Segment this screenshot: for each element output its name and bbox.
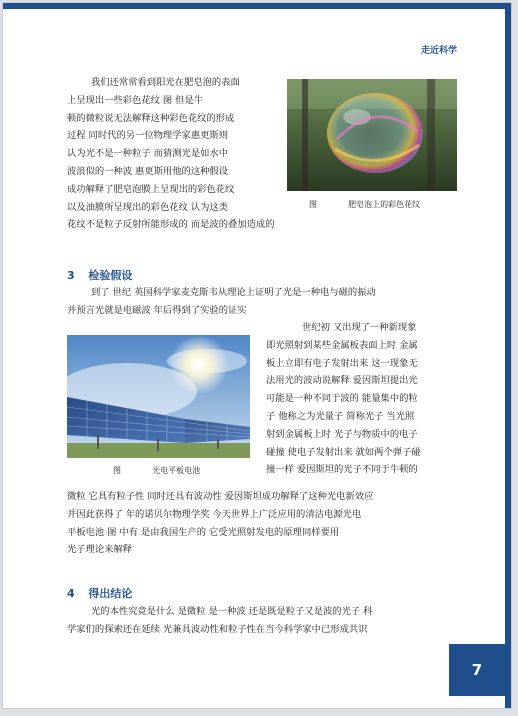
figure2-caption	[113, 465, 200, 476]
solar-panel-illustration	[67, 335, 250, 458]
figure1-caption	[309, 199, 420, 210]
paragraph-maxwell	[67, 284, 376, 320]
right-accent-bar	[505, 3, 511, 708]
text-line: 学家们的探索还在延续 光兼具波动性和粒子性在当今科学家中已形成共识	[67, 623, 368, 635]
paragraph-conclusion	[67, 603, 372, 639]
text-line: 我们还常常看到阳光在肥皂泡的表面	[91, 77, 240, 88]
paragraph-photoelectric-full	[67, 488, 373, 559]
text-line: 撞一样 爱因斯坦的光子不同于牛顿的	[266, 464, 418, 476]
text-line: 光的本性究竟是什么 是微粒 是一种波 还是既是粒子又是波的光子 科	[91, 606, 373, 617]
textbook-page	[2, 2, 512, 709]
section-number: 3	[67, 269, 75, 282]
text-line: 光子理论来解释	[67, 544, 133, 556]
text-line: 到了 世纪 英国科学家麦克斯韦从理论上证明了光是一种电与磁的振动	[91, 287, 376, 298]
text-line: 波浪似的一种波 惠更斯用他的这种假设	[67, 165, 229, 177]
soap-bubble-illustration	[287, 79, 457, 191]
page-number-box	[449, 644, 505, 696]
text-line: 认为光不是一种粒子 而猜测光是如水中	[67, 148, 229, 160]
section-4-heading	[67, 585, 132, 601]
text-line: 花纹不是粒子反射所能形成的 而是波的叠加造成的	[67, 219, 275, 231]
text-line: 法用光的波动说解释 爱因斯坦提出光	[266, 375, 418, 387]
paragraph-light-soap-bubble	[67, 74, 275, 234]
text-line: 成功解释了肥皂泡膜上呈现出的彩色花纹	[67, 183, 235, 195]
paragraph-photoelectric-wrapped	[266, 319, 421, 479]
text-line: 过程 同时代的另一位物理学家惠更斯则	[67, 130, 229, 142]
text-line: 世纪初 又出现了一种新现象	[302, 322, 417, 333]
text-line: 板上立即有电子发射出来 这一现象无	[266, 357, 418, 369]
text-line: 平板电池 图 中有 是由我国生产的 它受光照射发电的原理同样要用	[67, 526, 340, 538]
figure1-title: 肥皂泡上的彩色花纹	[348, 200, 421, 209]
text-line: 射到金属板上时 光子与物质中的电子	[266, 428, 418, 440]
soap-bubble-photo	[287, 79, 457, 191]
figure1-label: 图	[309, 200, 317, 209]
section-title: 检验假设	[88, 269, 133, 282]
section-title: 得出结论	[88, 587, 133, 600]
figure2-title: 光电平板电池	[152, 466, 201, 475]
text-line: 并因此获得了 年的诺贝尔物理学奖 今天世界上广泛应用的清洁电源光电	[67, 508, 362, 520]
text-line: 以及油膜所呈现出的彩色花纹 认为这类	[67, 201, 229, 213]
text-line: 即光照射到某些金属板表面上时 金属	[266, 339, 418, 351]
top-accent-bar	[3, 3, 511, 9]
text-line: 可能是一种不同于波的 能量集中的粒	[266, 393, 418, 405]
text-line: 子 他称之为光量子 简称光子 当光照	[266, 410, 415, 422]
text-line: 并预言光就是电磁波 年后得到了实验的证实	[67, 304, 247, 316]
section-3-heading	[67, 267, 132, 283]
text-line: 碰撞 使电子发射出来 就如两个弹子碰	[266, 446, 421, 458]
section-number: 4	[67, 587, 75, 600]
page-number: 7	[471, 661, 483, 679]
text-line: 顿的微粒说无法解释这种彩色花纹的形成	[67, 112, 235, 124]
text-line: 微粒 它具有粒子性 同时还具有波动性 爱因斯坦成功解释了这种光电新效应	[67, 491, 374, 502]
section-label: 走近科学	[420, 46, 457, 56]
text-line: 上呈现出一些彩色花纹 图 但是牛	[67, 94, 204, 106]
figure2-label: 图	[113, 466, 121, 475]
solar-panel-photo	[67, 335, 250, 458]
